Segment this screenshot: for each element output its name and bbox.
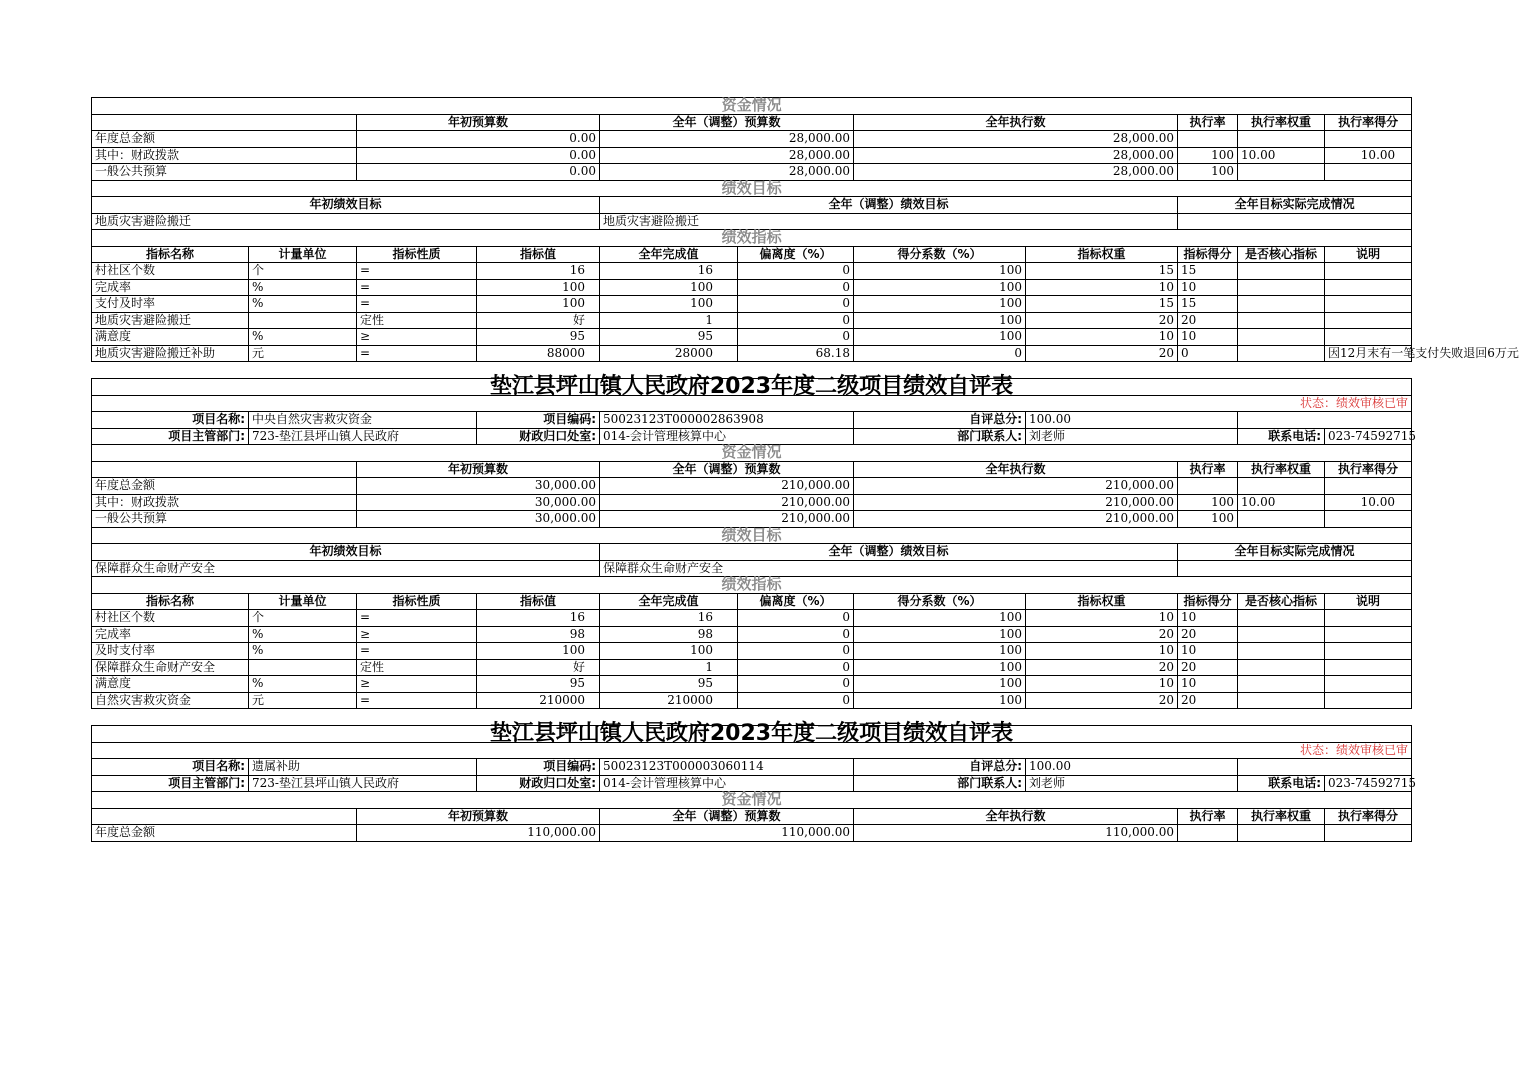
section-goals: 绩效目标 [92,180,1412,197]
indicator-value-cell: 210000 [477,692,600,709]
indicator-name-cell: 完成率 [92,626,249,643]
indicator-coef-cell: 100 [854,659,1026,676]
indicator-coef-cell: 100 [854,263,1026,280]
indicator-done-cell: 210000 [600,692,738,709]
indicator-coef-cell: 100 [854,329,1026,346]
indicator-coef-cell: 100 [854,626,1026,643]
indicator-weight-cell: 20 [1026,692,1178,709]
indicator-value-cell: 16 [477,610,600,627]
indicator-deviation-cell: 0 [738,626,854,643]
indicator-value-cell: 好 [477,659,600,676]
indicator-note-cell [1325,610,1412,627]
indicator-nature-cell: ≥ [357,676,477,693]
indicator-deviation-cell: 0 [738,279,854,296]
indicator-weight-cell: 15 [1026,296,1178,313]
table-row [92,676,1412,693]
indicator-name-cell: 地质灾害避险搬迁 [92,312,249,329]
indicator-score-cell: 10 [1178,676,1238,693]
table-row [92,263,1412,280]
section-funds: 资金情况 [92,445,1412,462]
indicator-deviation-cell: 0 [738,659,854,676]
indicator-note-cell [1325,659,1412,676]
indicator-core-cell [1238,610,1325,627]
indicator-note-cell [1325,643,1412,660]
fund-header-row: 年初预算数 全年（调整）预算数 全年执行数 执行率 执行率权重 执行率得分 [92,808,1412,825]
indicator-score-cell: 10 [1178,279,1238,296]
indicator-unit-cell: 个 [249,263,357,280]
indicator-done-cell: 95 [600,329,738,346]
indicator-done-cell: 100 [600,279,738,296]
indicator-name-cell: 满意度 [92,676,249,693]
fund-header-row: 年初预算数 全年（调整）预算数 全年执行数 执行率 执行率权重 执行率得分 [92,461,1412,478]
indicator-nature-cell: ≥ [357,329,477,346]
indicator-score-cell: 20 [1178,692,1238,709]
indicator-value-cell: 95 [477,329,600,346]
indicator-name-cell: 完成率 [92,279,249,296]
indicator-unit-cell: % [249,676,357,693]
fund-row: 其中：财政拨款 30,000.00 210,000.00 210,000.00 100 10.00 10.00 [92,494,1412,511]
indicator-header-row: 指标名称 计量单位 指标性质 指标值 全年完成值 偏离度（%） 得分系数（%） 指标权重 指标得分 是否核心指标 说明 [92,246,1412,263]
indicator-note-cell [1325,676,1412,693]
fund-row: 一般公共预算 0.00 28,000.00 28,000.00 100 [92,164,1412,181]
indicator-nature-cell: = [357,643,477,660]
indicator-deviation-cell: 0 [738,643,854,660]
table-row [92,659,1412,676]
indicator-score-cell: 20 [1178,312,1238,329]
table-row [92,329,1412,346]
indicator-deviation-cell: 0 [738,692,854,709]
indicator-nature-cell: = [357,279,477,296]
indicator-deviation-cell: 0 [738,610,854,627]
indicator-value-cell: 95 [477,676,600,693]
indicator-weight-cell: 10 [1026,279,1178,296]
indicator-header-row: 指标名称 计量单位 指标性质 指标值 全年完成值 偏离度（%） 得分系数（%） 指标权重 指标得分 是否核心指标 说明 [92,593,1412,610]
fund-row: 年度总金额 110,000.00 110,000.00 110,000.00 [92,825,1412,842]
indicator-coef-cell: 100 [854,279,1026,296]
section-goals: 绩效目标 [92,527,1412,544]
indicator-nature-cell: = [357,263,477,280]
sheet-page [91,96,1519,842]
indicator-score-cell: 15 [1178,296,1238,313]
indicator-coef-cell: 100 [854,296,1026,313]
indicator-done-cell: 16 [600,610,738,627]
fund-row: 年度总金额 30,000.00 210,000.00 210,000.00 [92,478,1412,495]
status-badge: 状态：绩效审核已审 [92,395,1412,412]
indicator-deviation-cell: 0 [738,329,854,346]
indicator-nature-cell: = [357,296,477,313]
indicator-note-cell [1325,296,1412,313]
indicator-coef-cell: 100 [854,676,1026,693]
indicator-coef-cell: 100 [854,692,1026,709]
fund-row: 其中：财政拨款 0.00 28,000.00 28,000.00 100 10.00 10.00 [92,147,1412,164]
table-row [92,643,1412,660]
indicator-note-cell [1325,263,1412,280]
indicator-weight-cell: 20 [1026,626,1178,643]
indicator-nature-cell: ≥ [357,626,477,643]
section-indicators: 绩效指标 [92,577,1412,594]
indicator-score-cell: 10 [1178,610,1238,627]
indicator-unit-cell: % [249,296,357,313]
indicator-note-cell [1325,329,1412,346]
indicator-score-cell: 20 [1178,659,1238,676]
indicator-core-cell [1238,296,1325,313]
indicator-done-cell: 100 [600,296,738,313]
table-row [92,610,1412,627]
indicator-name-cell: 满意度 [92,329,249,346]
section-funds: 资金情况 [92,792,1412,809]
indicator-core-cell [1238,676,1325,693]
goal-row: 保障群众生命财产安全 保障群众生命财产安全 [92,560,1412,577]
block1-table [91,96,1519,362]
indicator-done-cell: 1 [600,659,738,676]
indicator-name-cell: 支付及时率 [92,296,249,313]
indicator-note-cell [1325,312,1412,329]
indicator-core-cell [1238,659,1325,676]
indicator-weight-cell: 20 [1026,312,1178,329]
indicator-unit-cell [249,659,357,676]
indicator-value-cell: 16 [477,263,600,280]
indicator-note-cell [1325,279,1412,296]
indicator-weight-cell: 10 [1026,676,1178,693]
indicator-name-cell: 村社区个数 [92,610,249,627]
indicator-deviation-cell: 0 [738,312,854,329]
note-cell: 因12月末有一笔支付失败退回6万元 [1325,345,1412,362]
indicator-score-cell: 20 [1178,626,1238,643]
indicator-nature-cell: 定性 [357,659,477,676]
indicator-done-cell: 98 [600,626,738,643]
indicator-score-cell: 15 [1178,263,1238,280]
indicator-weight-cell: 10 [1026,610,1178,627]
indicator-core-cell [1238,312,1325,329]
indicator-coef-cell: 100 [854,312,1026,329]
indicator-nature-cell: = [357,610,477,627]
table-row [92,312,1412,329]
table-row [92,296,1412,313]
indicator-done-cell: 16 [600,263,738,280]
indicator-core-cell [1238,263,1325,280]
indicator-deviation-cell: 0 [738,263,854,280]
indicator-unit-cell [249,312,357,329]
table-row: 地质灾害避险搬迁补助 元 = 88000 28000 68.18 0 20 0 因12月末有一笔支付失败退回6万元 [92,345,1412,362]
block2-table [91,374,1417,709]
goal-row: 地质灾害避险搬迁 地质灾害避险搬迁 [92,213,1412,230]
table-row [92,692,1412,709]
indicator-name-cell: 村社区个数 [92,263,249,280]
indicator-weight-cell: 10 [1026,643,1178,660]
indicator-coef-cell: 100 [854,610,1026,627]
indicator-coef-cell: 100 [854,643,1026,660]
indicator-deviation-cell: 0 [738,676,854,693]
goal-header-row: 年初绩效目标 全年（调整）绩效目标 全年目标实际完成情况 [92,197,1412,214]
indicator-name-cell: 及时支付率 [92,643,249,660]
section-funds: 资金情况 [92,98,1412,115]
indicator-unit-cell: % [249,329,357,346]
indicator-score-cell: 10 [1178,329,1238,346]
indicator-value-cell: 98 [477,626,600,643]
fund-header-row: 年初预算数 全年（调整）预算数 全年执行数 执行率 执行率权重 执行率得分 [92,114,1412,131]
info-row: 项目名称: 中央自然灾害救灾资金 项目编码: 50023123T000002863908 自评总分: 100.00 [92,412,1412,429]
indicator-unit-cell: % [249,626,357,643]
page-title: 垫江县坪山镇人民政府2023年度二级项目绩效自评表 [92,379,1412,396]
indicator-name-cell: 自然灾害救灾资金 [92,692,249,709]
status-badge: 状态：绩效审核已审 [92,742,1412,759]
indicator-note-cell [1325,692,1412,709]
goal-header-row: 年初绩效目标 全年（调整）绩效目标 全年目标实际完成情况 [92,544,1412,561]
block3-table [91,721,1417,842]
table-row [92,279,1412,296]
indicator-nature-cell: = [357,692,477,709]
indicator-value-cell: 100 [477,279,600,296]
section-indicators: 绩效指标 [92,230,1412,247]
fund-row: 年度总金额 0.00 28,000.00 28,000.00 [92,131,1412,148]
indicator-score-cell: 10 [1178,643,1238,660]
indicator-done-cell: 100 [600,643,738,660]
indicator-unit-cell: % [249,643,357,660]
indicator-core-cell [1238,626,1325,643]
indicator-core-cell [1238,643,1325,660]
indicator-core-cell [1238,329,1325,346]
indicator-value-cell: 100 [477,643,600,660]
indicator-done-cell: 95 [600,676,738,693]
indicator-deviation-cell: 0 [738,296,854,313]
indicator-value-cell: 好 [477,312,600,329]
indicator-done-cell: 1 [600,312,738,329]
info-row: 项目主管部门: 723-垫江县坪山镇人民政府 财政归口处室: 014-会计管理核算中心 部门联系人: 刘老师 联系电话: 023-74592715 [92,428,1412,445]
fund-row: 一般公共预算 30,000.00 210,000.00 210,000.00 100 [92,511,1412,528]
indicator-weight-cell: 10 [1026,329,1178,346]
indicator-name-cell: 保障群众生命财产安全 [92,659,249,676]
indicator-nature-cell: 定性 [357,312,477,329]
indicator-unit-cell: 个 [249,610,357,627]
indicator-weight-cell: 15 [1026,263,1178,280]
indicator-unit-cell: % [249,279,357,296]
info-row: 项目主管部门: 723-垫江县坪山镇人民政府 财政归口处室: 014-会计管理核算中心 部门联系人: 刘老师 联系电话: 023-74592715 [92,775,1412,792]
indicator-value-cell: 100 [477,296,600,313]
table-row [92,626,1412,643]
indicator-note-cell [1325,626,1412,643]
indicator-core-cell [1238,279,1325,296]
indicator-unit-cell: 元 [249,692,357,709]
page-title: 垫江县坪山镇人民政府2023年度二级项目绩效自评表 [92,726,1412,743]
indicator-core-cell [1238,692,1325,709]
info-row: 项目名称: 遗属补助 项目编码: 50023123T000003060114 自评总分: 100.00 [92,759,1412,776]
indicator-weight-cell: 20 [1026,659,1178,676]
